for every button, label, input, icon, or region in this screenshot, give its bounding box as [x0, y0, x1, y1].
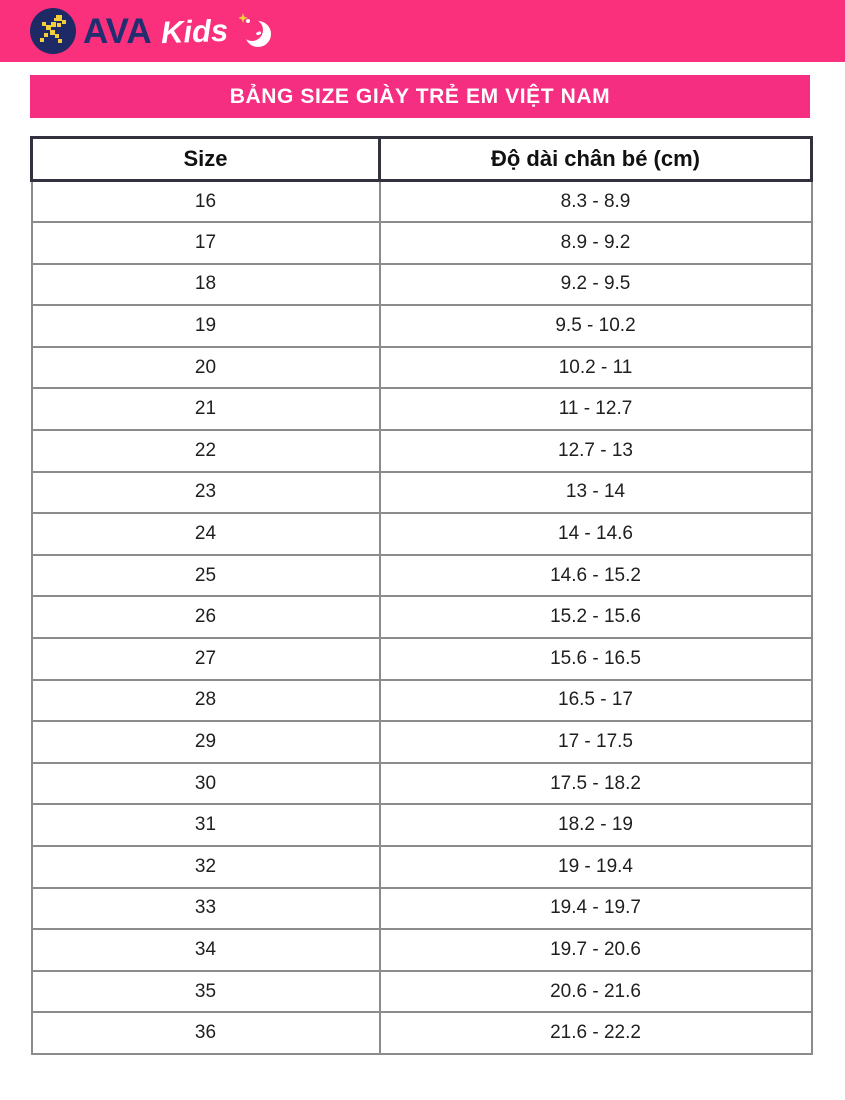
table-row — [32, 804, 812, 846]
foot-length-cell: 9.5 - 10.2 — [380, 305, 812, 347]
size-cell: 25 — [32, 555, 380, 597]
table-row — [32, 721, 812, 763]
top-header-bar — [0, 0, 845, 62]
foot-length-cell: 19.4 - 19.7 — [380, 888, 812, 930]
foot-length-cell: 19 - 19.4 — [380, 846, 812, 888]
brand-text-kids: Kids — [160, 12, 229, 50]
foot-length-cell: 17.5 - 18.2 — [380, 763, 812, 805]
size-cell: 31 — [32, 804, 380, 846]
size-cell: 18 — [32, 264, 380, 306]
brand-text-ava: AVA — [83, 11, 152, 51]
size-cell: 28 — [32, 680, 380, 722]
size-chart-banner — [30, 75, 810, 118]
column-header-foot-length: Độ dài chân bé (cm) — [380, 138, 812, 181]
foot-length-cell: 17 - 17.5 — [380, 721, 812, 763]
size-table-header — [32, 138, 812, 181]
foot-length-cell: 14.6 - 15.2 — [380, 555, 812, 597]
size-cell: 26 — [32, 596, 380, 638]
table-row — [32, 888, 812, 930]
table-row — [32, 846, 812, 888]
table-row — [32, 513, 812, 555]
size-cell: 27 — [32, 638, 380, 680]
size-cell: 33 — [32, 888, 380, 930]
table-row — [32, 305, 812, 347]
foot-length-cell: 18.2 - 19 — [380, 804, 812, 846]
table-row — [32, 971, 812, 1013]
table-row — [32, 388, 812, 430]
banner-title: BẢNG SIZE GIÀY TRẺ EM VIỆT NAM — [229, 84, 611, 108]
table-row — [32, 929, 812, 971]
moon-smiley-icon — [239, 12, 273, 50]
foot-length-cell: 14 - 14.6 — [380, 513, 812, 555]
table-row — [32, 680, 812, 722]
table-row — [32, 430, 812, 472]
foot-length-cell: 8.9 - 9.2 — [380, 222, 812, 264]
size-cell: 22 — [32, 430, 380, 472]
foot-length-cell: 20.6 - 21.6 — [380, 971, 812, 1013]
foot-length-cell: 8.3 - 8.9 — [380, 181, 812, 223]
foot-length-cell: 9.2 - 9.5 — [380, 264, 812, 306]
size-cell: 17 — [32, 222, 380, 264]
size-cell: 30 — [32, 763, 380, 805]
size-cell: 21 — [32, 388, 380, 430]
table-row — [32, 596, 812, 638]
table-row — [32, 222, 812, 264]
foot-length-cell: 16.5 - 17 — [380, 680, 812, 722]
size-cell: 29 — [32, 721, 380, 763]
size-cell: 34 — [32, 929, 380, 971]
size-cell: 36 — [32, 1012, 380, 1054]
header-row — [32, 138, 812, 181]
avakids-logo — [30, 8, 273, 54]
foot-length-cell: 15.2 - 15.6 — [380, 596, 812, 638]
size-cell: 19 — [32, 305, 380, 347]
foot-length-cell: 10.2 - 11 — [380, 347, 812, 389]
foot-length-cell: 21.6 - 22.2 — [380, 1012, 812, 1054]
foot-length-cell: 11 - 12.7 — [380, 388, 812, 430]
table-row — [32, 472, 812, 514]
table-row — [32, 638, 812, 680]
size-table — [30, 136, 813, 1055]
size-cell: 35 — [32, 971, 380, 1013]
foot-length-cell: 13 - 14 — [380, 472, 812, 514]
size-cell: 23 — [32, 472, 380, 514]
size-cell: 32 — [32, 846, 380, 888]
table-row — [32, 1012, 812, 1054]
foot-length-cell: 12.7 - 13 — [380, 430, 812, 472]
table-row — [32, 763, 812, 805]
foot-length-cell: 19.7 - 20.6 — [380, 929, 812, 971]
size-cell: 16 — [32, 181, 380, 223]
column-header-size: Size — [32, 138, 380, 181]
table-row — [32, 181, 812, 223]
size-cell: 20 — [32, 347, 380, 389]
size-cell: 24 — [32, 513, 380, 555]
logo-runner-icon — [30, 8, 76, 54]
table-row — [32, 555, 812, 597]
foot-length-cell: 15.6 - 16.5 — [380, 638, 812, 680]
size-table-body — [32, 181, 812, 1054]
table-row — [32, 347, 812, 389]
table-row — [32, 264, 812, 306]
